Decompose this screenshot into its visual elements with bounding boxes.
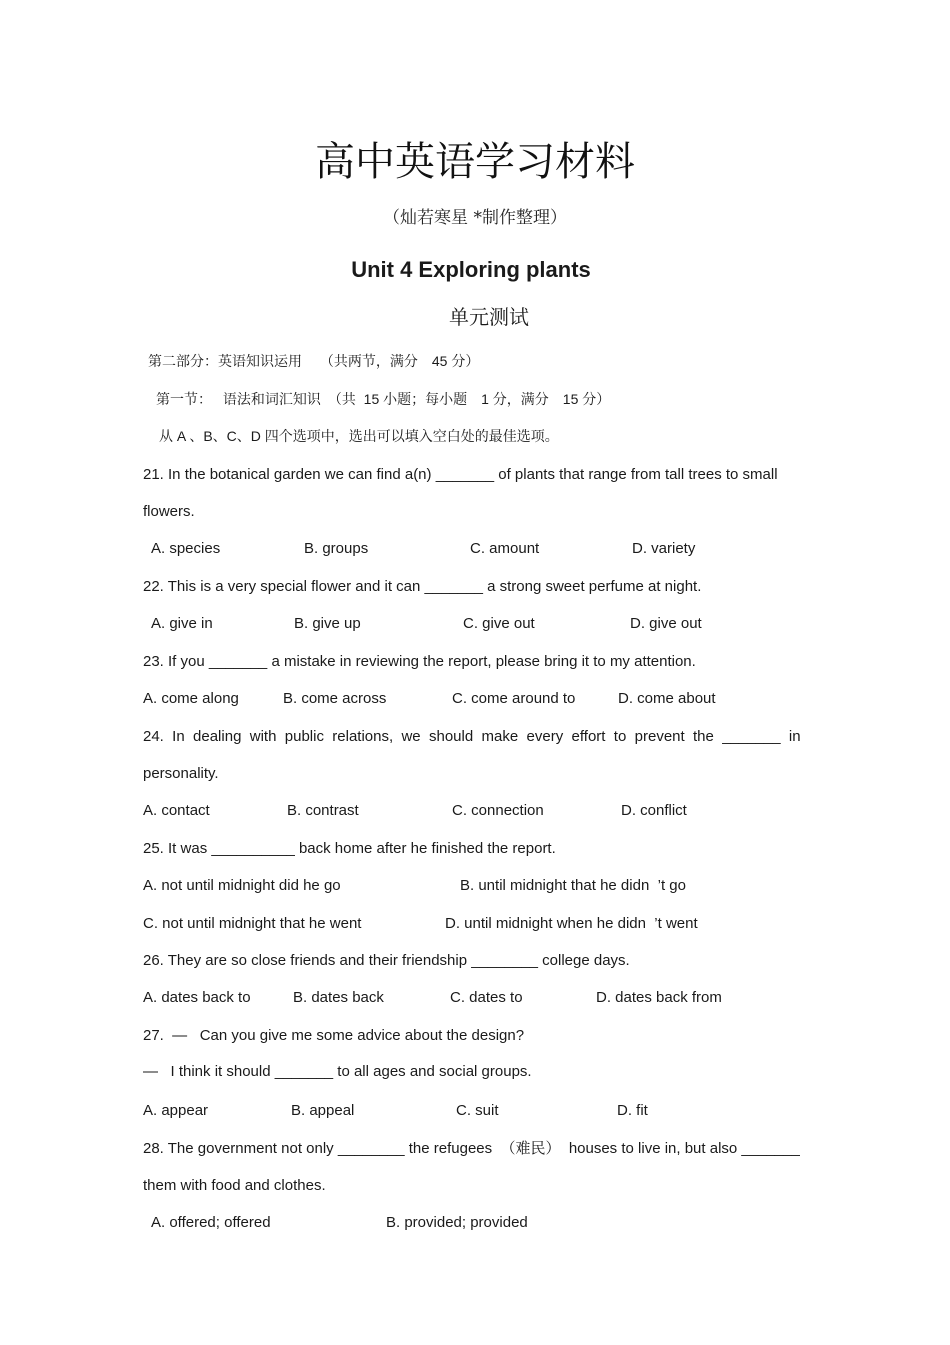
option-b: B. provided; provided (386, 1214, 528, 1231)
question-stem: 23. If you _______ a mistake in reviewing the report, please bring it to my attention. (143, 653, 696, 670)
test-label: 单元测试 (449, 305, 529, 329)
option-b: B. give up (294, 615, 361, 632)
option-d: D. until midnight when he didn ’t went (445, 915, 698, 932)
option-d: D. give out (630, 615, 702, 632)
option-b: B. contrast (287, 802, 359, 819)
question-stem: 22. This is a very special flower and it can _______ a strong sweet perfume at night. (143, 578, 702, 595)
option-a: A. contact (143, 802, 210, 819)
question-stem: 21. In the botanical garden we can find a(n) _______ of plants that range from tall trees to small (143, 466, 778, 483)
question-stem: 26. They are so close friends and their friendship ________ college days. (143, 952, 630, 969)
option-a: A. species (151, 540, 221, 557)
question-stem: 27. — Can you give me some advice about the design? (143, 1027, 525, 1044)
question-stem-continued: them with food and clothes. (143, 1177, 326, 1194)
option-a: A. appear (143, 1102, 209, 1119)
option-c: C. connection (452, 802, 544, 819)
question-stem-continued: — I think it should _______ to all ages and social groups. (143, 1063, 532, 1080)
option-b: B. come across (283, 690, 387, 707)
question-stem: 28. The government not only ________ the refugees （难民） houses to live in, but also _______ (143, 1140, 800, 1157)
option-b: B. dates back (293, 989, 384, 1006)
option-d: D. conflict (621, 802, 687, 819)
section-part-heading: 第二部分：英语知识运用 （共两节，满分 45 分） (148, 353, 480, 369)
question-stem: 25. It was __________ back home after he finished the report. (143, 840, 556, 857)
option-a: A. offered; offered (151, 1214, 271, 1231)
instruction-text: 从 A 、B、C、D 四个选项中，选出可以填入空白处的最佳选项。 (159, 428, 559, 444)
option-d: D. fit (617, 1102, 648, 1119)
option-a: A. give in (151, 615, 213, 632)
section-sub-heading: 第一节： 语法和词汇知识 （共 15 小题；每小题 1 分，满分 15 分） (156, 391, 611, 407)
option-d: D. dates back from (596, 989, 722, 1006)
document-subtitle: （灿若寒星 *制作整理） (383, 208, 567, 228)
option-c: C. not until midnight that he went (143, 915, 362, 932)
option-a: A. come along (143, 690, 239, 707)
question-stem-continued: personality. (143, 765, 219, 782)
option-c: C. suit (456, 1102, 499, 1119)
option-b: B. until midnight that he didn ’t go (460, 877, 686, 894)
option-c: C. give out (463, 615, 535, 632)
option-d: D. come about (618, 690, 716, 707)
option-a: A. dates back to (143, 989, 251, 1006)
question-stem-continued: flowers. (143, 503, 195, 520)
option-c: C. dates to (450, 989, 523, 1006)
unit-title: Unit 4 Exploring plants (351, 257, 591, 282)
option-d: D. variety (632, 540, 696, 557)
option-c: C. come around to (452, 690, 576, 707)
option-b: B. groups (304, 540, 369, 557)
question-stem: 24. In dealing with public relations, we should make every effort to prevent the _______ in (143, 728, 801, 745)
option-a: A. not until midnight did he go (143, 877, 341, 894)
option-b: B. appeal (291, 1102, 355, 1119)
document-title: 高中英语学习材料 (315, 139, 635, 185)
option-c: C. amount (470, 540, 540, 557)
